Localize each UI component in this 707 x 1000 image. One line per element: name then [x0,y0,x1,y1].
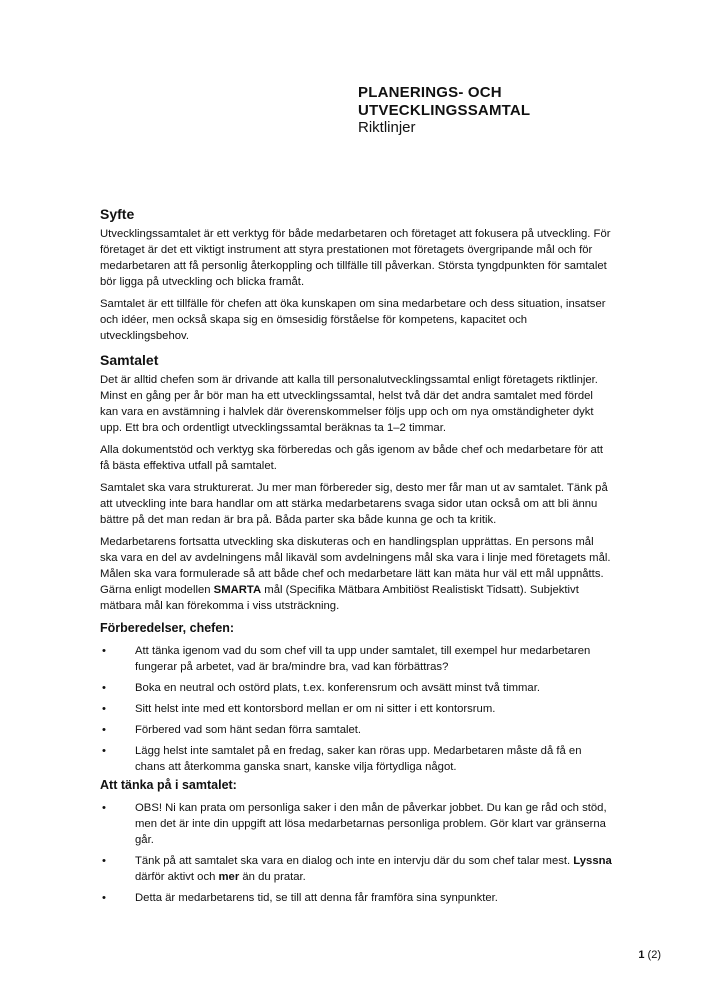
document-title-line2: UTVECKLINGSSAMTAL [358,101,531,119]
page-number: 1 [638,949,645,961]
sub-section-heading: Att tänka på i samtalet: [100,778,237,792]
bullet-item: • Boka en neutral och ostörd plats, t.ex. konferensrum och avsätt minst två timmar. [100,680,614,696]
paragraph: Medarbetarens fortsatta utveckling ska diskuteras och en handlingsplan upprättas. En persons mål ska vara en del av avdelningens mål likaväl som avdelningens mål ska vara i linje med företagets mål. Målen ska vara formulerade så att både chef och medarbetare lätt kan mäta hur väl ett mål uppnåtts. Gärna enligt modellen SMARTA mål (Specifika Mätbara Ambitiöst Realistiskt Tidsatt). Subjektivt mätbara mål kan förekomma i viss utsträckning. [100,536,611,612]
page-count: (2) [647,949,661,961]
bullet-item: • Förbered vad som hänt sedan förra samtalet. [100,722,614,738]
sub-section-heading: Förberedelser, chefen: [100,621,235,635]
paragraph: Samtalet ska vara strukturerat. Ju mer man förbereder sig, desto mer får man ut av samtalet. Tänk på att utveckling inte bara handlar om att stärka medarbetarens svaga sidor utan också om att bli ännu bättre på det man redan är bra på. Båda parter ska både kunna ge och ta kritik. [100,482,608,526]
paragraph: Samtalet är ett tillfälle för chefen att öka kunskapen om sina medarbetare och dess situation, insatser och idéer, men också skapa sig en ömsesidig förståelse för kompetens, kapacitet och utvecklingsbehov. [100,298,606,342]
bullet-item: • Tänk på att samtalet ska vara en dialog och inte en intervju där du som chef talar mest. Lyssna därför aktivt och mer än du pratar. [100,853,614,885]
document-body [100,206,614,908]
paragraph: Det är alltid chefen som är drivande att kalla till personalutvecklingssamtal enligt företagets riktlinjer. Minst en gång per år bör man ha ett utvecklingssamtal, helst två där det andra samtalet med fördel kan vara en avstämning i halvlek där överenskommelser följs upp och om nya omständigheter dykt upp. Ett bra och ordentligt utvecklingssamtal beräknas ta 1–2 timmar. [100,374,598,434]
bullet-item: • Att tänka igenom vad du som chef vill ta upp under samtalet, till exempel hur medarbetaren fungerar på arbetet, vad är bra/mindre bra, vad kan förbättras? [100,643,614,675]
page-footer [638,949,661,962]
section-heading: Syfte [100,206,135,222]
paragraph: Alla dokumentstöd och verktyg ska förberedas och gås igenom av både chef och medarbetare för att få bästa effektiva utfall på samtalet. [100,444,603,472]
bullet-list [100,643,614,775]
bullet-item: • Detta är medarbetarens tid, se till att denna får framföra sina synpunkter. [100,890,614,906]
document-subtitle: Riktlinjer [358,119,416,136]
section-heading: Samtalet [100,352,159,368]
bullet-list [100,800,614,906]
bullet-item: • Lägg helst inte samtalet på en fredag, saker kan röras upp. Medarbetaren måste då få en chans att återkomma ganska snart, kanske vilja förtydliga något. [100,743,614,775]
document-title [358,84,658,119]
document-title-line1: PLANERINGS- OCH [358,84,502,101]
document-header [358,84,658,137]
paragraph: Utvecklingssamtalet är ett verktyg för både medarbetaren och företaget att fokusera på utveckling. För företaget är det ett viktigt instrument att styra prestationen mot företagets övergripande mål och för medarbetaren att få personlig återkoppling och tillfälle till påverkan. Största tyngdpunkten för samtalet bör ligga på utveckling och blicka framåt. [100,228,611,288]
bullet-item: • OBS! Ni kan prata om personliga saker i den mån de påverkar jobbet. Du kan ge råd och stöd, men det är inte din uppgift att lösa medarbetarnas personliga problem. Gör klart var gränserna går. [100,800,614,848]
bullet-item: • Sitt helst inte med ett kontorsbord mellan er om ni sitter i ett kontorsrum. [100,701,614,717]
